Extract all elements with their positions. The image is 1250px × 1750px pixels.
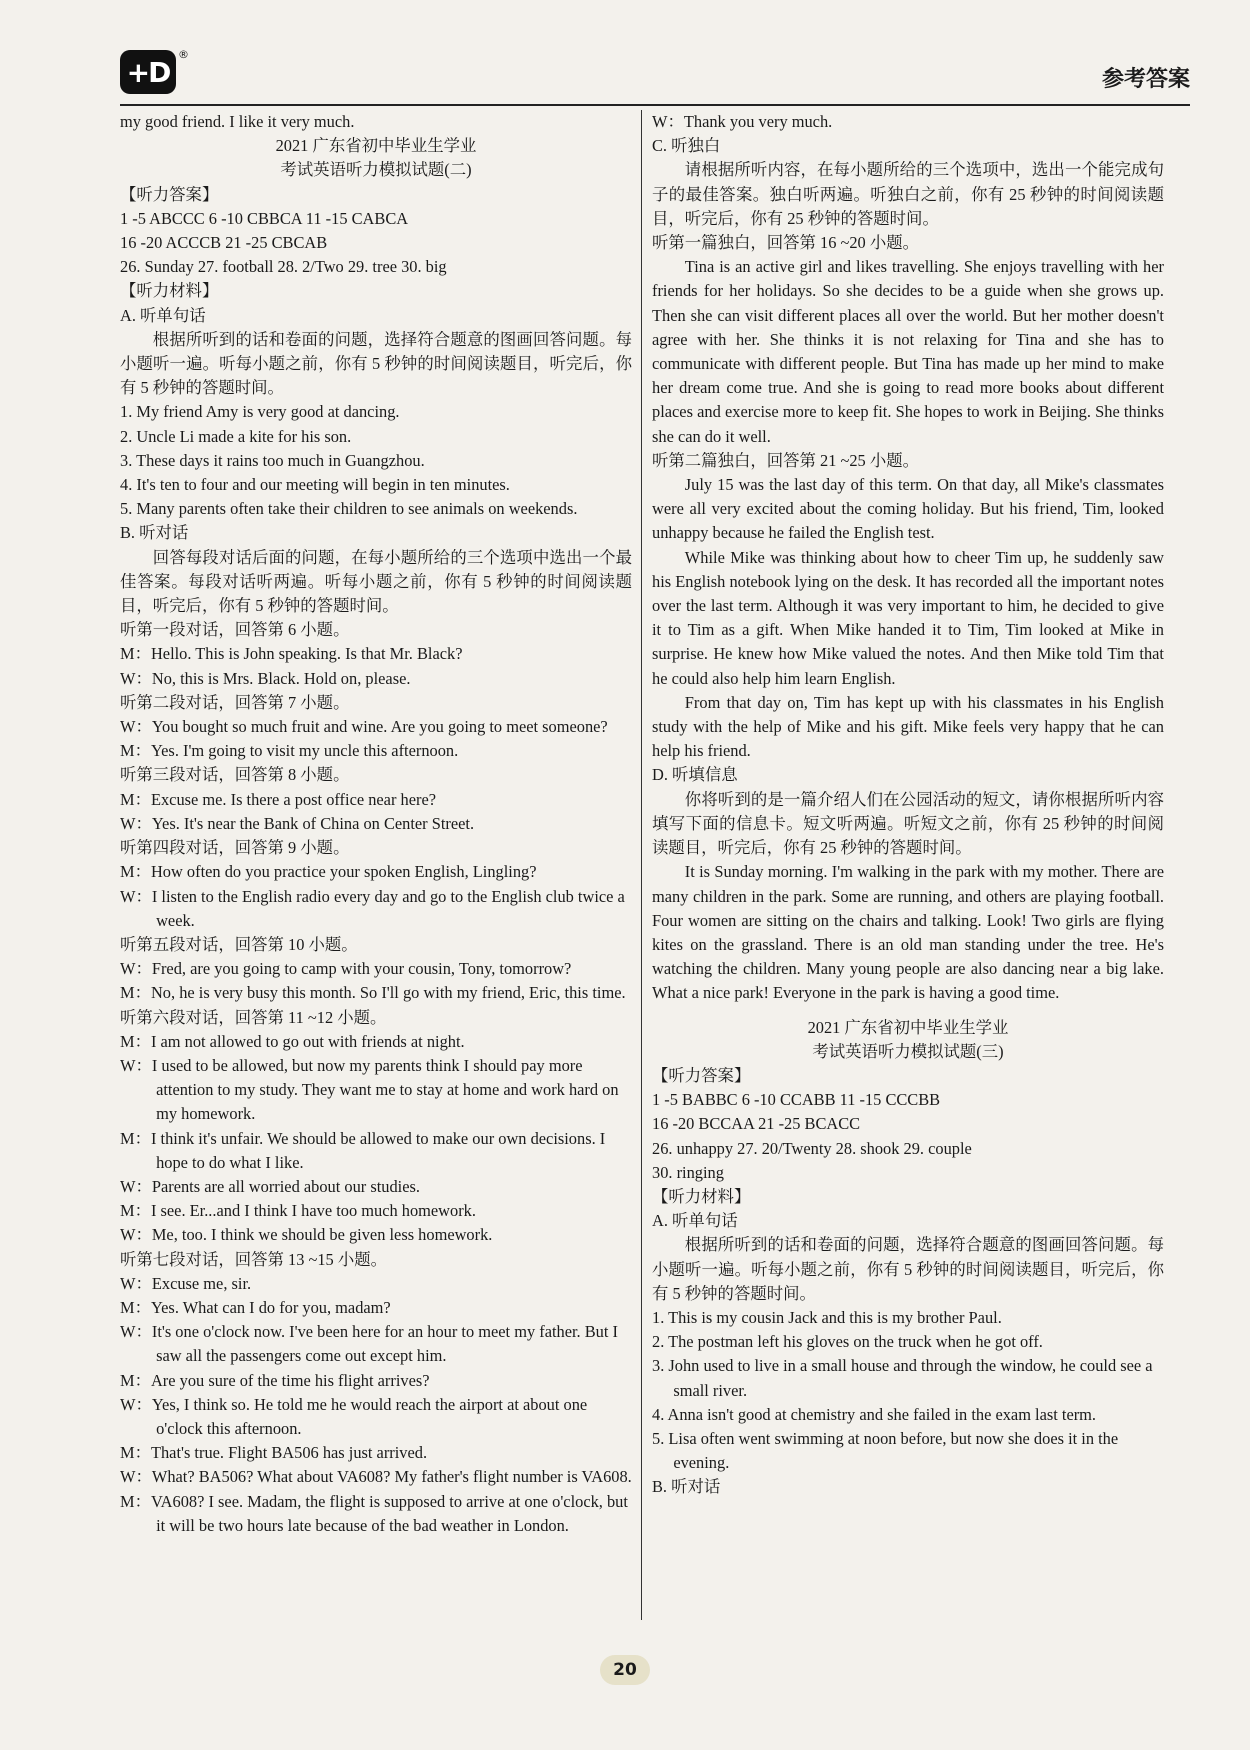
- right-paragraph: 16 -20 BCCAA 21 -25 BCACC: [652, 1114, 861, 1134]
- left-paragraph: W：Yes, I think so. He told me he would reach the airport at about one o'clock this afternoon.: [120, 1394, 588, 1438]
- right-paragraph: 根据所听到的话和卷面的问题，选择符合题意的图画回答问题。每小题听一遍。听每小题之前，你有 5 秒钟的时间阅读题目，听完后，你有 5 秒钟的答题时间。: [652, 1235, 1164, 1303]
- right-column: [652, 110, 1164, 1500]
- left-paragraph: 1. My friend Amy is very good at dancing.: [120, 402, 400, 422]
- right-paragraph: B. 听对话: [652, 1477, 721, 1497]
- left-paragraph: 3. These days it rains too much in Guangzhou.: [120, 450, 425, 470]
- left-paragraph: 听第七段对话，回答第 13 ~15 小题。: [120, 1249, 388, 1269]
- left-paragraph: W：Yes. It's near the Bank of China on Center Street.: [120, 813, 475, 833]
- right-paragraph: 5. Lisa often went swimming at noon before, but now she does it in the evening.: [652, 1428, 1119, 1473]
- left-paragraph: 【听力材料】: [120, 281, 219, 301]
- left-paragraph: M：VA608? I see. Madam, the flight is supposed to arrive at one o'clock, but it will be two hours late because of the bad weather in London.: [120, 1491, 628, 1535]
- left-paragraph: M：Hello. This is John speaking. Is that Mr. Black?: [120, 644, 463, 664]
- right-paragraph: 3. John used to live in a small house and through the window, he could see a small river.: [652, 1356, 1153, 1400]
- right-paragraph: 2021 广东省初中毕业生学业: [807, 1017, 1009, 1037]
- left-paragraph: 听第六段对话，回答第 11 ~12 小题。: [120, 1007, 387, 1027]
- right-paragraph: 考试英语听力模拟试题(三): [812, 1041, 1004, 1061]
- header-rule: [120, 104, 1190, 106]
- right-paragraph: 30. ringing: [652, 1162, 724, 1182]
- left-paragraph: 根据所听到的话和卷面的问题，选择符合题意的图画回答问题。每小题听一遍。听每小题之前，你有 5 秒钟的时间阅读题目，听完后，你有 5 秒钟的答题时间。: [120, 329, 632, 398]
- left-paragraph: M：Are you sure of the time his flight arrives?: [120, 1370, 430, 1390]
- section-title: 参考答案: [1101, 67, 1190, 92]
- left-paragraph: 2. Uncle Li made a kite for his son.: [120, 426, 352, 446]
- left-paragraph: 26. Sunday 27. football 28. 2/Two 29. tree 30. big: [120, 257, 447, 277]
- publisher-logo: +D: [120, 50, 176, 94]
- left-paragraph: 1 -5 ABCCC 6 -10 CBBCA 11 -15 CABCA: [120, 208, 409, 228]
- left-paragraph: W：What? BA506? What about VA608? My father's flight number is VA608.: [120, 1467, 632, 1487]
- right-paragraph: 2. The postman left his gloves on the truck when he got off.: [652, 1332, 1043, 1352]
- right-paragraph: A. 听单句话: [652, 1211, 738, 1231]
- right-paragraph: Tina is an active girl and likes travelling. She enjoys travelling with her friends for her holidays. So she decides to be a guide when she grows up. Then she can visit different places all over the world. But her mother doesn't agree with her. She thinks it is not relaxing for Tina and she has to communicate with different people. But Tina has made up her mind to make her dream come true. And she is going to read more books about different places and exercise more to keep fit. She hopes to work in Beijing. She thinks she can do it well.: [652, 257, 1164, 446]
- right-paragraph: 你将听到的是一篇介绍人们在公园活动的短文，请你根据所听内容填写下面的信息卡。短文听两遍。听短文之前，你有 25 秒钟的时间阅读题目，听完后，你有 25 秒钟的答题时间。: [652, 789, 1164, 858]
- left-paragraph: 4. It's ten to four and our meeting will begin in ten minutes.: [120, 475, 510, 495]
- right-paragraph: 4. Anna isn't good at chemistry and she failed in the exam last term.: [652, 1404, 1097, 1424]
- left-paragraph: 回答每段对话后面的问题，在每小题所给的三个选项中选出一个最佳答案。每段对话听两遍。听每小题之前，你有 5 秒钟的时间阅读题目，听完后，你有 5 秒钟的答题时间。: [120, 547, 632, 616]
- left-paragraph: W：I listen to the English radio every day and go to the English club twice a week.: [120, 886, 625, 930]
- left-paragraph: W：Excuse me, sir.: [120, 1273, 252, 1293]
- column-divider: [641, 110, 642, 1620]
- left-paragraph: 16 -20 ACCCB 21 -25 CBCAB: [120, 233, 328, 253]
- left-paragraph: 2021 广东省初中毕业生学业: [275, 136, 477, 156]
- left-paragraph: W：Fred, are you going to camp with your cousin, Tony, tomorrow?: [120, 959, 572, 979]
- left-column: [120, 110, 632, 1538]
- right-paragraph: While Mike was thinking about how to cheer Tim up, he suddenly saw his English notebook lying on the desk. It has recorded all the important notes over the last term. Although it was very important to him, he decided to give it to Tim as a gift. When Mike handed it to Tim, Tim looked at Mike in surprise. He knew how Mike valued the notes. And then Mike told Tim that he could also help him learn English.: [652, 547, 1164, 688]
- left-paragraph: M：Yes. I'm going to visit my uncle this afternoon.: [120, 741, 459, 761]
- right-paragraph: From that day on, Tim has kept up with his classmates in his English study with the help of Mike and his gift. Mike feels very happy that he can help his friend.: [652, 692, 1164, 761]
- left-paragraph: 听第五段对话，回答第 10 小题。: [120, 934, 358, 954]
- page-number: 20: [600, 1655, 650, 1685]
- right-paragraph: 1. This is my cousin Jack and this is my brother Paul.: [652, 1307, 1002, 1327]
- right-paragraph: C. 听独白: [652, 136, 721, 156]
- right-paragraph: 1 -5 BABBC 6 -10 CCABB 11 -15 CCCBB: [652, 1090, 941, 1110]
- left-paragraph: W：It's one o'clock now. I've been here for an hour to meet my father. But I saw all the passengers come out except him.: [120, 1322, 618, 1366]
- page-header: [120, 42, 1190, 102]
- left-paragraph: M：I see. Er...and I think I have too much homework.: [120, 1201, 476, 1221]
- right-paragraph: 26. unhappy 27. 20/Twenty 28. shook 29. couple: [652, 1138, 972, 1158]
- left-paragraph: W：Parents are all worried about our studies.: [120, 1176, 420, 1196]
- left-paragraph: 听第四段对话，回答第 9 小题。: [120, 838, 350, 858]
- left-paragraph: M：Yes. What can I do for you, madam?: [120, 1297, 391, 1317]
- left-paragraph: 考试英语听力模拟试题(二): [280, 160, 472, 180]
- left-paragraph: B. 听对话: [120, 523, 189, 543]
- left-paragraph: M：How often do you practice your spoken English, Lingling?: [120, 862, 537, 882]
- left-paragraph: W：No, this is Mrs. Black. Hold on, please.: [120, 668, 411, 688]
- right-paragraph: 听第一篇独白，回答第 16 ~20 小题。: [652, 233, 920, 253]
- left-paragraph: 5. Many parents often take their children to see animals on weekends.: [120, 499, 578, 519]
- right-paragraph: July 15 was the last day of this term. On that day, all Mike's classmates were all very excited about the coming holiday. But his friend, Tim, looked unhappy because he failed the English test.: [652, 475, 1164, 543]
- right-paragraph: W：Thank you very much.: [652, 112, 833, 131]
- left-paragraph: W：You bought so much fruit and wine. Are you going to meet someone?: [120, 717, 608, 737]
- right-paragraph: 请根据所听内容，在每小题所给的三个选项中，选出一个能完成句子的最佳答案。独白听两遍。听独白之前，你有 25 秒钟的时间阅读题目，听完后，你有 25 秒钟的答题时间。: [652, 160, 1164, 228]
- left-paragraph: 听第一段对话，回答第 6 小题。: [120, 620, 350, 640]
- left-paragraph: 【听力答案】: [120, 184, 219, 204]
- right-paragraph: 听第二篇独白，回答第 21 ~25 小题。: [652, 450, 920, 470]
- right-paragraph: 【听力答案】: [652, 1065, 751, 1085]
- left-paragraph: A. 听单句话: [120, 305, 206, 325]
- registered-mark: ®: [178, 48, 189, 61]
- right-paragraph: 【听力材料】: [652, 1186, 751, 1206]
- left-paragraph: M：That's true. Flight BA506 has just arrived.: [120, 1443, 428, 1463]
- left-paragraph: M：I am not allowed to go out with friends at night.: [120, 1031, 465, 1051]
- left-paragraph: 听第三段对话，回答第 8 小题。: [120, 765, 350, 785]
- left-paragraph: W：Me, too. I think we should be given less homework.: [120, 1225, 493, 1245]
- right-paragraph: D. 听填信息: [652, 765, 738, 785]
- left-paragraph: my good friend. I like it very much.: [120, 112, 355, 131]
- left-paragraph: M：No, he is very busy this month. So I'll go with my friend, Eric, this time.: [120, 983, 626, 1003]
- left-paragraph: W：I used to be allowed, but now my parents think I should pay more attention to my study. They want me to stay at home and work hard on my homework.: [120, 1055, 619, 1124]
- left-paragraph: 听第二段对话，回答第 7 小题。: [120, 692, 350, 712]
- right-paragraph: It is Sunday morning. I'm walking in the park with my mother. There are many children in the park. Some are running, and others are playing football. Four women are sitting on the chairs and talking. Look! Two girls are flying kites on the grassland. There is an old man standing under the tree. He's watching the children. Many young people are also dancing near a big lake. What a nice park! Everyone in the park is having a good time.: [652, 862, 1164, 1003]
- left-paragraph: M：I think it's unfair. We should be allowed to make our own decisions. I hope to do what I like.: [120, 1128, 606, 1172]
- left-paragraph: M：Excuse me. Is there a post office near here?: [120, 789, 436, 809]
